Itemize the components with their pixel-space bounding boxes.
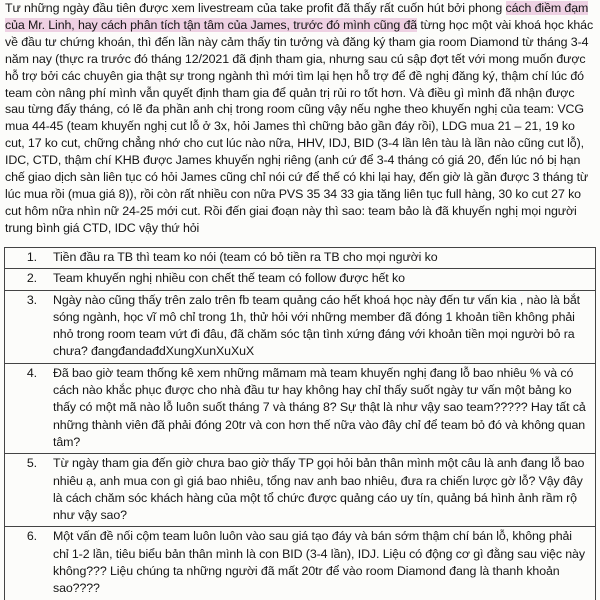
intro-line-1: Tư những ngày đầu tiên được xem livestream của take profit đã thấy rất cuốn hút bởi phong — [5, 1, 503, 15]
list-item — [4, 454, 596, 527]
list-item — [4, 291, 596, 364]
item-text: Tiền đầu ra TB thì team ko nói (team có bỏ tiền ra TB cho mọi người ko — [53, 250, 438, 264]
item-text: Đã bao giờ team thống kê xem những mãmam mà team khuyến nghị đang lỗ bao nhiêu % và có cách nào khắc phục được cho nhà đầu tư hay không hay chỉ thấy suốt ngày tư vấn một bảng ko thấy có một mã nào lỗ luôn suốt tháng 7 và tháng 8? Sự thật là như vậy sao team????? Hay tất cả những thành viên đã phải đóng 20tr và con hơn thế nữa vào đây chỉ để team bỏ đó và không quan tâm? — [53, 365, 586, 449]
item-number: 1. — [26, 250, 37, 264]
list-item — [4, 248, 596, 269]
item-text: Một vấn đề nối cộm team luôn luôn vào sau giá tạo đáy và bán sớm thậm chí bán lỗ, không phải chỉ 1-2 lần, tiêu biểu bản thân mình là con BID (3-4 lần), IDJ. Liệu có động cơ gì đằng sau việc này không??? Liệu chúng ta những người đã mất 20tr để vào room Diamond đang là thanh khoản sao???? — [53, 529, 585, 596]
item-text: Từ ngày tham gia đến giờ chưa bao giờ thấy TP gọi hỏi bản thân mình một câu là anh đang lỗ bao nhiêu ạ, anh mua con gì giá bao nhiêu, tổng nav anh bao nhiêu, đưa ra chiến lược gờ lỗ? Vậy đây là cách chăm sóc khách hàng của một tổ chức được quảng cáo uy tín, quảng bá hình ảnh rầm rộ như vậy sao? — [53, 456, 585, 523]
intro-rest: từng học một vài khoá học khác về đầu tư chứng khoán, thì đến lần này cảm thấy tin tưởng và đăng ký tham gia room Diamond từ tháng 3-4 năm nay (thực ra trước đó tháng 12/2021 đã định tham gia, nhưng sau cú sập đợt tết với mong muốn được hỗ trợ bởi các chuyên gia thật sự trong ngành thì mới tìm lại hẹn hỗ trợ để đề nghị đăng ký, thậm chí lúc đó team còn nâng phí mình vẫn quyết định tham gia để quản trị rủi ro tốt hơn. Và điều gì mình đã nhận được sau từng đấy tháng, có lẽ đa phần anh chị trong room cũng vậy nếu nghe theo khuyến nghị của team: VCG mua 44-45 (team khuyến nghị cut lỗ ở 3x, hỏi James thì chững bảo gần đáy rồi), LDG mua 21 – 21, 19 ko cut, 17 ko cut, chững chẳng nhớ cho cut lúc nào nữa, HHV, IDJ, BID (3-4 lần lên tàu là lần nào cũng cut lỗ), IDC, CTD, thậm chí KHB được James khuyến nghị riêng (anh cứ để 3-4 tháng có giá 20, đến lúc nó bị hạn chế giao dịch sàn liên tục có hỏi James cũng chỉ nói cứ để thế có khi lại hay, đến giờ là gần được 3 tháng từ lúc mua rồi (mua giá 8)), rồi còn rất nhiều con nữa PVS 35 34 33 gia tăng liên tục full hàng, 30 ko cut 27 ko cut hôm nữa nhìn nữ 24-25 mới cut. Rồi đến giai đoạn này thì sao: team bảo là đã khuyến nghị mọi người trung bình giá CTD, IDC vậy thứ hỏi — [5, 17, 594, 235]
intro-highlighted-text: cách điềm đạm của Mr. Linh, hay cách phân tích tận tâm của James, trước đó mình cũng đã — [5, 1, 589, 32]
numbered-list — [4, 247, 596, 600]
list-item — [4, 269, 596, 290]
list-item — [4, 364, 596, 454]
item-number: 3. — [26, 292, 37, 307]
item-number: 4. — [26, 365, 37, 380]
item-text: Ngày nào cũng thấy trên zalo trên fb team quảng cáo hết khoá học này đến tư vấn kia , nào là bắt sóng ngành, học vĩ mô chỉ trong 1h, thử hỏi với những member đã đóng 1 khoản tiền không phải nhỏ trong room team vứt đi đâu, đã chăm sóc tận tình xứng đáng với khoản tiền mọi người bỏ ra chưa? đangđandađdXungXunXuXuX — [53, 292, 581, 359]
intro-paragraph — [5, 0, 595, 237]
item-number: 2. — [26, 271, 37, 286]
list-item — [4, 527, 596, 600]
item-number: 6. — [26, 529, 37, 544]
item-text: Team khuyến nghị nhiều con chết thế team có follow được hết ko — [53, 271, 405, 286]
item-number: 5. — [26, 456, 37, 471]
